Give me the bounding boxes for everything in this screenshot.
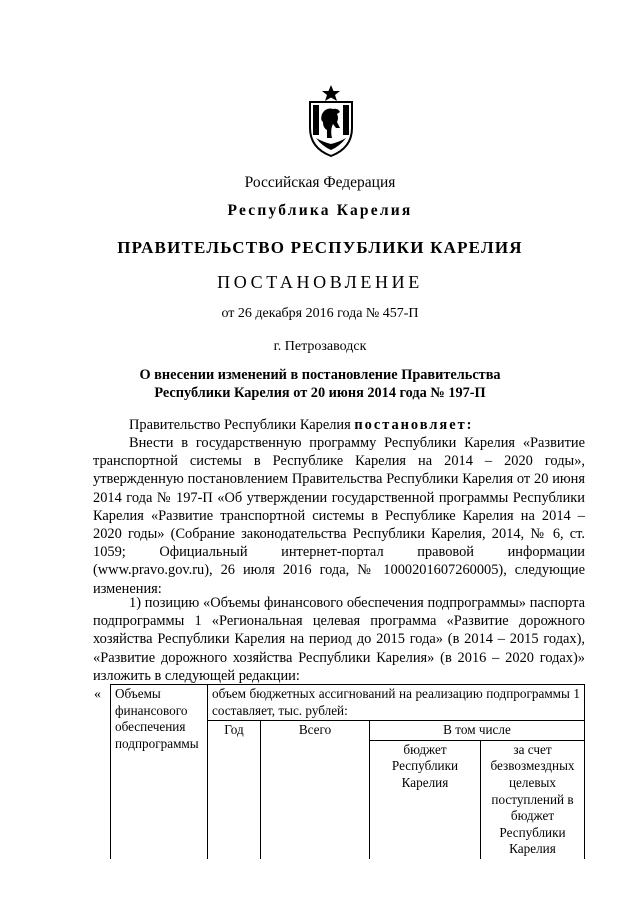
- year-header: Год: [208, 721, 261, 859]
- resolution-subject: Правительство Республики Карелия: [129, 417, 355, 433]
- budget-header: бюджет Республики Карелия: [370, 740, 481, 859]
- title-line-2: Республики Карелия от 20 июня 2014 года № 197-П: [154, 385, 486, 401]
- government-heading: ПРАВИТЕЛЬСТВО РЕСПУБЛИКИ КАРЕЛИЯ: [117, 238, 523, 257]
- resolution-paragraph: [93, 416, 585, 434]
- federation-heading: Российская Федерация: [244, 174, 396, 191]
- open-quote: «: [94, 687, 101, 702]
- including-header: В том числе: [370, 721, 585, 741]
- resolution-verb: постановляет:: [354, 417, 474, 433]
- coat-of-arms-emblem: [302, 84, 360, 158]
- funding-table: [110, 684, 585, 859]
- total-header: Всего: [261, 721, 370, 859]
- document-title: [0, 366, 640, 402]
- intro-cell: объем бюджетных ассигнований на реализацию подпрограммы 1 составляет, тыс. рублей:: [208, 685, 585, 721]
- republic-heading: Республика Карелия: [227, 202, 413, 219]
- item-1-paragraph: 1) позицию «Объемы финансового обеспечения подпрограммы» паспорта подпрограммы 1 «Региональная целевая программа «Развитие дорожного хозяйства Республики Карелия на период до 2015 года» (в 2014 – 2015 годах), «Развитие дорожного хозяйства Республики Карелия» (в 2016 – 2020 годах)» изложить в следующей редакции:: [93, 595, 585, 684]
- amendment-paragraph: Внести в государственную программу Республики Карелия «Развитие транспортной системы в Республике Карелия на 2014 – 2020 годы», утвержденную постановлением Правительства Республики Карелия от 20 июня 2014 года № 197-П «Об утверждении государственной программы Республики Карелия «Развитие транспортной системы в Республике Карелия на 2014 – 2020 годы» (Собрание законодательства Республики Карелия, 2014, № 6, ст. 1059; Официальный интернет-портал правовой информации (www.pravo.gov.ru), 26 июля 2016 года, № 1000201607260005), следующие изменения:: [93, 435, 585, 597]
- title-line-1: О внесении изменений в постановление Правительства: [139, 367, 501, 383]
- city: г. Петрозаводск: [273, 339, 367, 354]
- date-number: от 26 декабря 2016 года № 457-П: [221, 306, 419, 321]
- row-label-cell: Объемы финансового обеспечения подпрограммы: [111, 685, 208, 859]
- gratuitous-header: за счет безвозмездных целевых поступлений в бюджет Республики Карелия: [481, 740, 585, 859]
- document-type: ПОСТАНОВЛЕНИЕ: [217, 272, 423, 292]
